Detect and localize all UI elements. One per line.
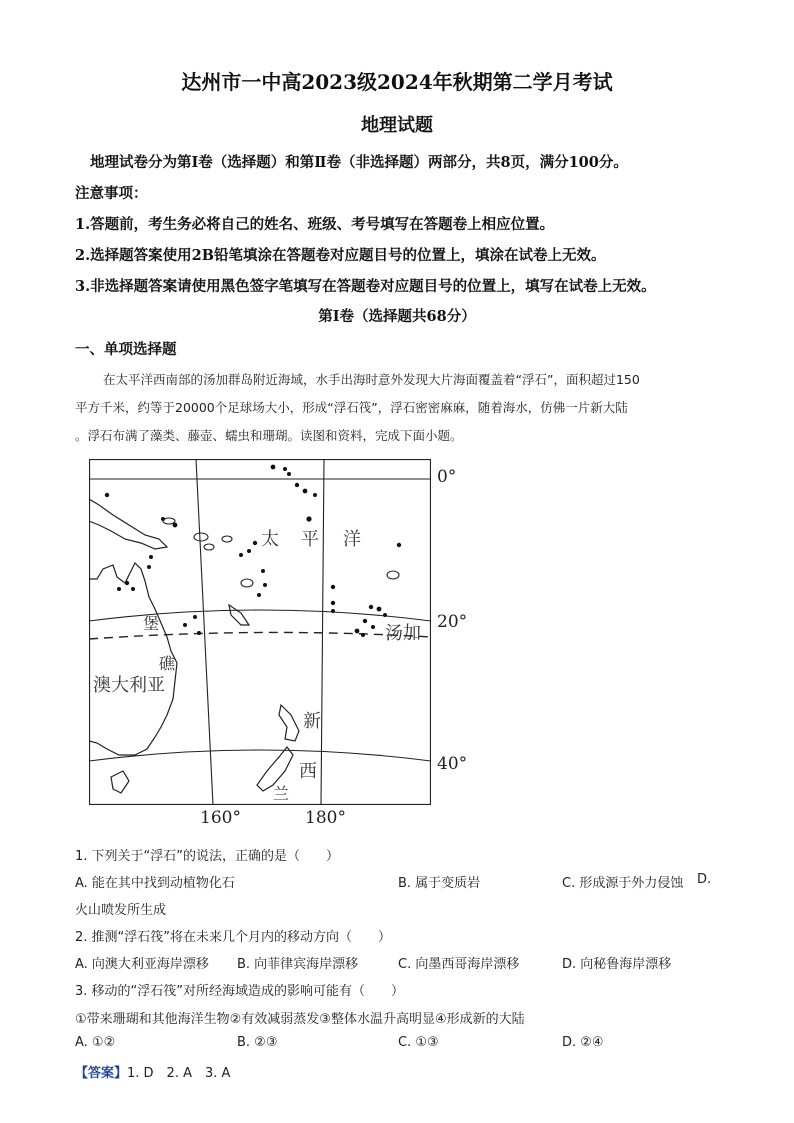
q2-option-c: C. 向墨西哥海岸漂移 xyxy=(398,957,520,972)
label-nz-3: 兰 xyxy=(273,784,290,803)
lon-label-160: 160° xyxy=(200,808,241,828)
q2-option-a: A. 向澳大利亚海岸漂移 xyxy=(75,957,209,972)
label-pacific-3: 洋 xyxy=(343,529,361,550)
notice-item-2: 2.选择题答案使用2B铅笔填涂在答题卷对应题目号的位置上，填涂在试卷上无效。 xyxy=(75,247,606,264)
lon-label-180: 180° xyxy=(305,808,346,828)
passage-line-2: 平方千米，约等于20000个足球场大小，形成“浮石筏”，浮石密密麻麻，随着海水，仿佛一片新大陆 xyxy=(75,400,628,415)
part-title: 一、单项选择题 xyxy=(75,341,177,358)
notice-title: 注意事项： xyxy=(75,185,148,202)
label-nz-1: 新 xyxy=(303,711,321,732)
label-nz-2: 西 xyxy=(299,761,317,782)
exam-subtitle: 地理试题 xyxy=(361,115,433,136)
lat-label-0: 0° xyxy=(437,467,457,487)
q1-option-b: B. 属于变质岩 xyxy=(398,876,481,891)
label-reef-1: 堡 xyxy=(143,614,160,633)
q2-option-d: D. 向秘鲁海岸漂移 xyxy=(562,957,672,972)
q1-option-a: A. 能在其中找到动植物化石 xyxy=(75,876,235,891)
answer-tag: 【答案】 xyxy=(75,1066,128,1081)
q2-option-b: B. 向菲律宾海岸漂移 xyxy=(237,957,359,972)
map-svg xyxy=(89,459,431,805)
q3-option-c: C. ①③ xyxy=(398,1035,439,1050)
q2-stem: 2. 推测“浮石筏”将在未来几个月内的移动方向（ ） xyxy=(75,930,392,945)
lat-label-20: 20° xyxy=(437,612,468,632)
exam-title: 达州市一中高2023级2024年秋期第二学月考试 xyxy=(181,70,613,94)
label-australia: 澳大利亚 xyxy=(93,675,165,696)
q1-option-d-text: 火山喷发所生成 xyxy=(75,903,167,918)
notice-item-1: 1.答题前，考生务必将自己的姓名、班级、考号填写在答题卷上相应位置。 xyxy=(75,216,555,233)
q1-option-c: C. 形成源于外力侵蚀 xyxy=(562,876,684,891)
label-tonga: 汤加 xyxy=(385,623,421,644)
label-reef-2: 礁 xyxy=(159,654,176,673)
q3-option-a: A. ①② xyxy=(75,1035,116,1050)
label-pacific-2: 平 xyxy=(301,529,319,550)
q3-option-b: B. ②③ xyxy=(237,1035,278,1050)
answer-line xyxy=(75,1062,230,1081)
instructions-intro: 地理试卷分为第Ⅰ卷（选择题）和第Ⅱ卷（非选择题）两部分，共8页，满分100分。 xyxy=(90,154,628,171)
passage-line-1: 在太平洋西南部的汤加群岛附近海域，水手出海时意外发现大片海面覆盖着“浮石”，面积超过150 xyxy=(103,372,640,387)
q1-stem: 1. 下列关于“浮石”的说法，正确的是（ ） xyxy=(75,849,340,864)
label-pacific-1: 太 xyxy=(261,529,279,550)
map-figure xyxy=(89,459,431,805)
notice-item-3: 3.非选择题答案请使用黑色签字笔填写在答题卷对应题目号的位置上，填写在试卷上无效。 xyxy=(75,278,656,295)
q3-stem: 3. 移动的“浮石筏”对所经海域造成的影响可能有（ ） xyxy=(75,984,405,999)
answer-text: 1. D 2. A 3. A xyxy=(127,1066,231,1081)
section-title: 第Ⅰ卷（选择题共68分） xyxy=(318,308,476,325)
q1-option-d: D. xyxy=(697,872,712,887)
passage-line-3: 。浮石布满了藻类、藤壶、蠕虫和珊瑚。读图和资料，完成下面小题。 xyxy=(75,428,463,443)
q3-statement: ①带来珊瑚和其他海洋生物②有效减弱蒸发③整体水温升高明显④形成新的大陆 xyxy=(75,1012,525,1027)
lat-label-40: 40° xyxy=(437,754,468,774)
q3-option-d: D. ②④ xyxy=(562,1035,604,1050)
